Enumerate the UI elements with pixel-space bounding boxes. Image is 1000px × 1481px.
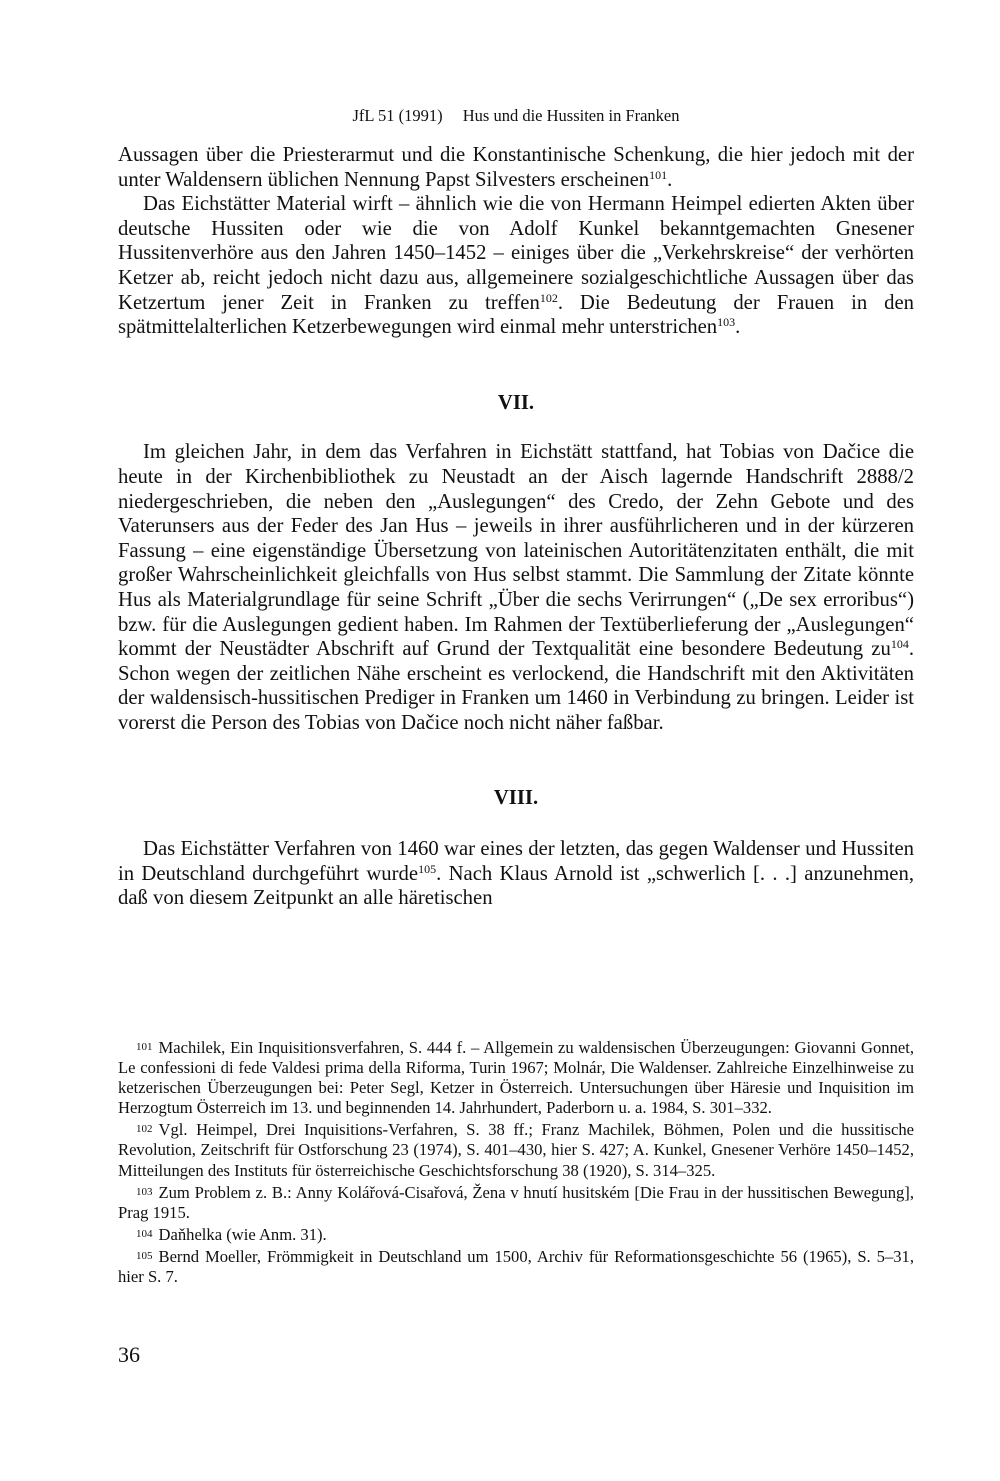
paragraph-text: . (735, 316, 741, 339)
footnote-number: 101 (136, 1041, 153, 1053)
footnote-text: Vgl. Heimpel, Drei Inquisitions-Verfahren, S. 38 ff.; Franz Machilek, Böhmen, Polen und die hussitische Revolution, Zeitschrift für Ostforschung 23 (1974), S. 401–430, hier S. 427; A. Kunkel, Gnesener Verhöre 1450–1452, Mitteilungen des Instituts für österreichische Geschichtsforschung 38 (1920), S. 314–325. (118, 1120, 914, 1180)
paragraph-text: Im gleichen Jahr, in dem das Verfahren in Eichstätt stattfand, hat Tobias von Dačice die heute in der Kirchenbibliothek zu Neustadt an der Aisch lagernde Handschrift 2888/2 niedergeschrieben, die neben den „Auslegungen“ des Credo, der Zehn Gebote und des Vaterunsers aus der Feder des Jan Hus – jeweils in ihrer ausführlicheren und in der kürzeren Fassung – eine eigenständige Übersetzung von lateinischen Autoritätenzitaten enthält, die mit großer Wahrscheinlichkeit gleichfalls von Hus selbst stammt. Die Sammlung der Zitate könnte Hus als Materialgrundlage für seine Schrift „Über die sechs Verirrungen“ („De sex erroribus“) bzw. für die Auslegungen gedient haben. Im Rahmen der Textüberlieferung der „Auslegungen“ kommt der Neustädter Abschrift auf Grund der Textqualität eine besondere Bedeutung zu (118, 441, 914, 661)
section-heading-viii: VIII. (493, 787, 539, 810)
footnote-number: 103 (136, 1185, 153, 1198)
paragraph-2 (118, 192, 914, 340)
footnote-103 (118, 1182, 914, 1223)
footnote-102 (118, 1119, 914, 1180)
footnote-105 (118, 1246, 914, 1287)
paragraph-text: Aussagen über die Priesterarmut und die Konstantinische Schenkung, die hier jedoch mit der unter Waldensern üblichen Nennung Papst Silvesters erscheinen (118, 144, 914, 191)
footnote-number: 102 (136, 1123, 153, 1136)
paragraph-text: Das Eichstätter Material wirft – ähnlich wie die von Hermann Heimpel edierten Akten über deutsche Hussiten oder wie die von Adolf Kunkel bekanntgemachten Gnesener Hussitenverhöre aus den Jahren 1450–1452 – einiges über die „Verkehrskreise“ der verhörten Ketzer ab, reicht jedoch nicht dazu aus, allgemeinere sozialgeschichtliche Aussagen über das Ketzertum jener Zeit in Franken zu treffen (118, 193, 914, 314)
paragraph-1 (118, 143, 914, 192)
footnote-text: Daňhelka (wie Anm. 31). (158, 1224, 327, 1244)
running-head (118, 106, 914, 126)
paragraph-text: . (667, 168, 673, 191)
paragraph-3 (118, 440, 914, 735)
footnotes (118, 1037, 914, 1288)
body-text (118, 143, 914, 911)
running-head-title: Hus und die Hussiten in Franken (462, 106, 680, 125)
section-heading-vii: VII. (497, 391, 535, 414)
paragraph-text: . Schon wegen der zeitlichen Nähe erscheint es verlockend, die Handschrift mit den Aktivitäten der waldensisch-hussitischen Prediger in Franken um 1460 in Verbindung zu bringen. Leider ist vorerst die Person des Tobias von Dačice noch nicht näher faßbar. (118, 638, 914, 734)
paragraph-text: . Nach Klaus Arnold ist „schwerlich [. . .] anzunehmen, daß von diesem Zeitpunkt an alle häretischen (118, 862, 914, 910)
paragraph-4 (118, 837, 914, 911)
paragraph-text: . Die Bedeutung der Frauen in den spätmittelalterlichen Ketzerbewegungen wird einmal mehr unterstrichen (118, 291, 914, 339)
footnote-number: 105 (136, 1249, 153, 1262)
footnote-text: Machilek, Ein Inquisitionsverfahren, S. 444 f. – Allgemein zu waldensischen Überzeugungen: Giovanni Gonnet, Le confessioni di fede Valdesi prima della Riforma, Turin 1967; Molnár, Die Waldenser. Zahlreiche Einzelhinweise zu ketzerischen Überzeugungen bei: Peter Segl, Ketzer in Österreich. Untersuchungen über Häresie und Inquisition im Herzogtum Österreich im 13. und beginnenden 14. Jahrhundert, Paderborn u. a. 1984, S. 301–332. (118, 1038, 914, 1118)
footnote-ref-102[interactable]: 102 (539, 290, 558, 305)
page-number: 36 (118, 1342, 140, 1367)
footnote-text: Bernd Moeller, Frömmigkeit in Deutschland um 1500, Archiv für Reformationsgeschichte 56 (1965), S. 5–31, hier S. 7. (118, 1246, 914, 1287)
footnote-ref-104[interactable]: 104 (890, 637, 909, 652)
paragraph-text: Das Eichstätter Verfahren von 1460 war eines der letzten, das gegen Waldenser und Hussiten in Deutschland durchgeführt wurde (118, 838, 914, 885)
running-head-journal: JfL 51 (1991) (352, 106, 443, 125)
footnote-104 (118, 1224, 914, 1245)
footnote-ref-103[interactable]: 103 (717, 315, 736, 330)
footnote-text: Zum Problem z. B.: Anny Kolářová-Cisařová, Žena v hnutí husitském [Die Frau in der hussitischen Bewegung], Prag 1915. (118, 1182, 914, 1222)
footnote-ref-105[interactable]: 105 (418, 861, 437, 876)
footnote-101 (118, 1037, 914, 1118)
footnote-number: 104 (136, 1227, 153, 1240)
footnote-ref-101[interactable]: 101 (649, 167, 668, 182)
